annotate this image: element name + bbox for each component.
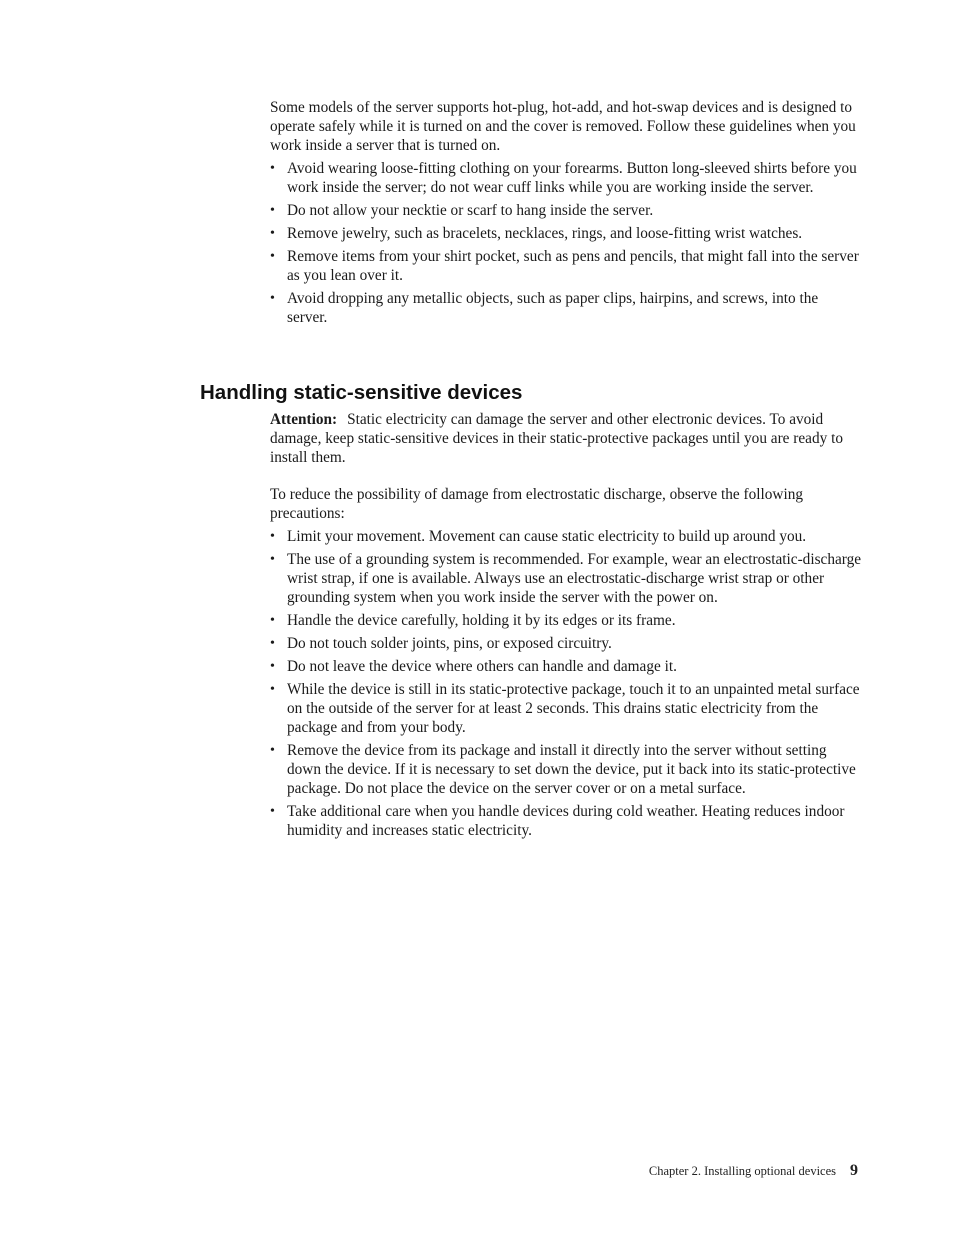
list-item-text: Do not leave the device where others can handle and damage it. bbox=[287, 658, 677, 675]
attention-text: Static electricity can damage the server and other electronic devices. To avoid damage, keep static-sensitive devices in their static-protective packages until you are ready to install them. bbox=[270, 411, 843, 466]
list-item: • Take additional care when you handle devices during cold weather. Heating reduces indoor humidity and increases static electricity. bbox=[270, 803, 845, 839]
list-item-text: Avoid dropping any metallic objects, such as paper clips, hairpins, and screws, into the server. bbox=[287, 290, 819, 326]
list-item: • While the device is still in its static-protective package, touch it to an unpainted metal surface on the outside of the server for at least 2 seconds. This drains static electricity from the package and from your body. bbox=[270, 681, 860, 736]
list-item: • Avoid dropping any metallic objects, such as paper clips, hairpins, and screws, into the server. bbox=[270, 290, 819, 326]
list-item-text: Do not allow your necktie or scarf to hang inside the server. bbox=[287, 202, 654, 219]
chapter-title: Chapter 2. Installing optional devices bbox=[648, 1164, 836, 1178]
list-item-text: While the device is still in its static-protective package, touch it to an unpainted metal surface on the outside of the server for at least 2 seconds. This drains static electricity from the package and from your body. bbox=[287, 681, 860, 736]
list-item-text: Remove items from your shirt pocket, such as pens and pencils, that might fall into the server as you lean over it. bbox=[287, 248, 859, 284]
list-item: • Remove the device from its package and install it directly into the server without setting down the device. If it is necessary to set down the device, put it back into its static-protective package. Do not place the device on the server cover or on a metal surface. bbox=[270, 742, 856, 797]
static-section bbox=[270, 410, 862, 840]
intro-bullet-list bbox=[270, 159, 862, 327]
page-number: 9 bbox=[850, 1162, 858, 1179]
intro-paragraph: Some models of the server supports hot-plug, hot-add, and hot-swap devices and is designed to operate safely while it is turned on and the cover is removed. Follow these guidelines when you work inside a server that is turned on. bbox=[270, 99, 856, 154]
intro-section bbox=[270, 98, 862, 327]
list-item: • Remove jewelry, such as bracelets, necklaces, rings, and loose-fitting wrist watches. bbox=[270, 225, 803, 242]
precautions-intro: To reduce the possibility of damage from electrostatic discharge, observe the following precautions: bbox=[270, 486, 804, 522]
list-item-text: Remove the device from its package and install it directly into the server without setting down the device. If it is necessary to set down the device, put it back into its static-protective package. Do not place the device on the server cover or on a metal surface. bbox=[287, 742, 856, 797]
list-item: • Remove items from your shirt pocket, such as pens and pencils, that might fall into the server as you lean over it. bbox=[270, 248, 859, 284]
section-heading: Handling static-sensitive devices bbox=[200, 381, 523, 404]
list-item-text: Limit your movement. Movement can cause static electricity to build up around you. bbox=[287, 528, 807, 545]
list-item-text: Do not touch solder joints, pins, or exposed circuitry. bbox=[287, 635, 612, 652]
page-footer bbox=[649, 1162, 858, 1180]
list-item: • The use of a grounding system is recommended. For example, wear an electrostatic-discharge wrist strap, if one is available. Always use an electrostatic-discharge wrist strap or other grounding system when you work inside the server with the power on. bbox=[270, 551, 862, 606]
precautions-bullet-list bbox=[270, 527, 862, 840]
list-item-text: The use of a grounding system is recommended. For example, wear an electrostatic-discharge wrist strap, if one is available. Always use an electrostatic-discharge wrist strap or other grounding system when you work inside the server with the power on. bbox=[287, 551, 862, 606]
list-item: • Do not leave the device where others can handle and damage it. bbox=[270, 658, 677, 675]
list-item-text: Remove jewelry, such as bracelets, necklaces, rings, and loose-fitting wrist watches. bbox=[287, 225, 803, 242]
list-item: • Do not allow your necktie or scarf to hang inside the server. bbox=[270, 202, 654, 219]
list-item: • Avoid wearing loose-fitting clothing on your forearms. Button long-sleeved shirts before you work inside the server; do not wear cuff links while you are working inside the server. bbox=[270, 160, 857, 196]
list-item-text: Handle the device carefully, holding it by its edges or its frame. bbox=[287, 612, 676, 629]
attention-paragraph bbox=[270, 410, 862, 467]
list-item: • Handle the device carefully, holding it by its edges or its frame. bbox=[270, 612, 676, 629]
list-item: • Do not touch solder joints, pins, or exposed circuitry. bbox=[270, 635, 612, 652]
list-item: • Limit your movement. Movement can cause static electricity to build up around you. bbox=[270, 528, 807, 545]
list-item-text: Take additional care when you handle devices during cold weather. Heating reduces indoor humidity and increases static electricity. bbox=[287, 803, 845, 839]
attention-label: Attention: bbox=[270, 411, 338, 428]
list-item-text: Avoid wearing loose-fitting clothing on your forearms. Button long-sleeved shirts before you work inside the server; do not wear cuff links while you are working inside the server. bbox=[287, 160, 857, 196]
